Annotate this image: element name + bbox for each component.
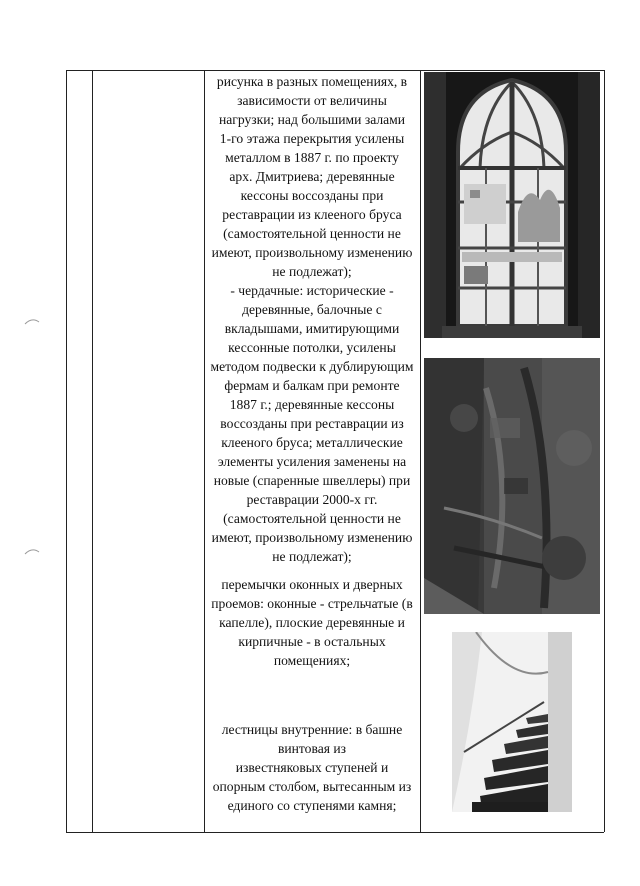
description-text-block: перемычки оконных и дверных проемов: оконные - стрельчатые (в капелле), плоские деревянные и кирпичные - в остальных помещениях;: [211, 577, 413, 668]
gothic-window-photo: [424, 72, 600, 338]
table-column-divider: [420, 70, 421, 832]
stone-wall-photo: [424, 358, 600, 614]
description-text-block: лестницы внутренние: в башне винтовая из известняковых ступеней и опорным столбом, вытесанным из единого со ступенями камня;: [212, 722, 412, 813]
table-border-bottom: [66, 832, 604, 833]
spiral-staircase-photo: [452, 632, 572, 812]
table-border-top: [66, 70, 604, 71]
margin-mark-icon: [24, 546, 40, 556]
table-column-divider: [92, 70, 93, 832]
margin-mark-icon: [24, 316, 40, 326]
description-text-block: рисунка в разных помещениях, в зависимости от величины нагрузки; над большими залами 1-го этажа перекрытия усилены металлом в 1887 г. по проекту арх. Дмитриева; деревянные кессоны воссозданы при реставрации из клееного бруса (самостоятельной ценности не имеют, произвольному изменению не подлежат); - чердачные: исторические - деревянные, балочные с вкладышами, имитирующими кессонные потолки, усилены методом подвески к дублирующим фермам и балкам при ремонте 1887 г.; деревянные кессоны воссозданы при реставрации из клееного бруса; металлические элементы усиления заменены на новые (спаренные швеллеры) при реставрации 2000-х гг. (самостоятельной ценности не имеют, произвольному изменению не подлежат);: [210, 74, 414, 564]
table-border-right: [604, 70, 605, 832]
table-border-left: [66, 70, 67, 832]
